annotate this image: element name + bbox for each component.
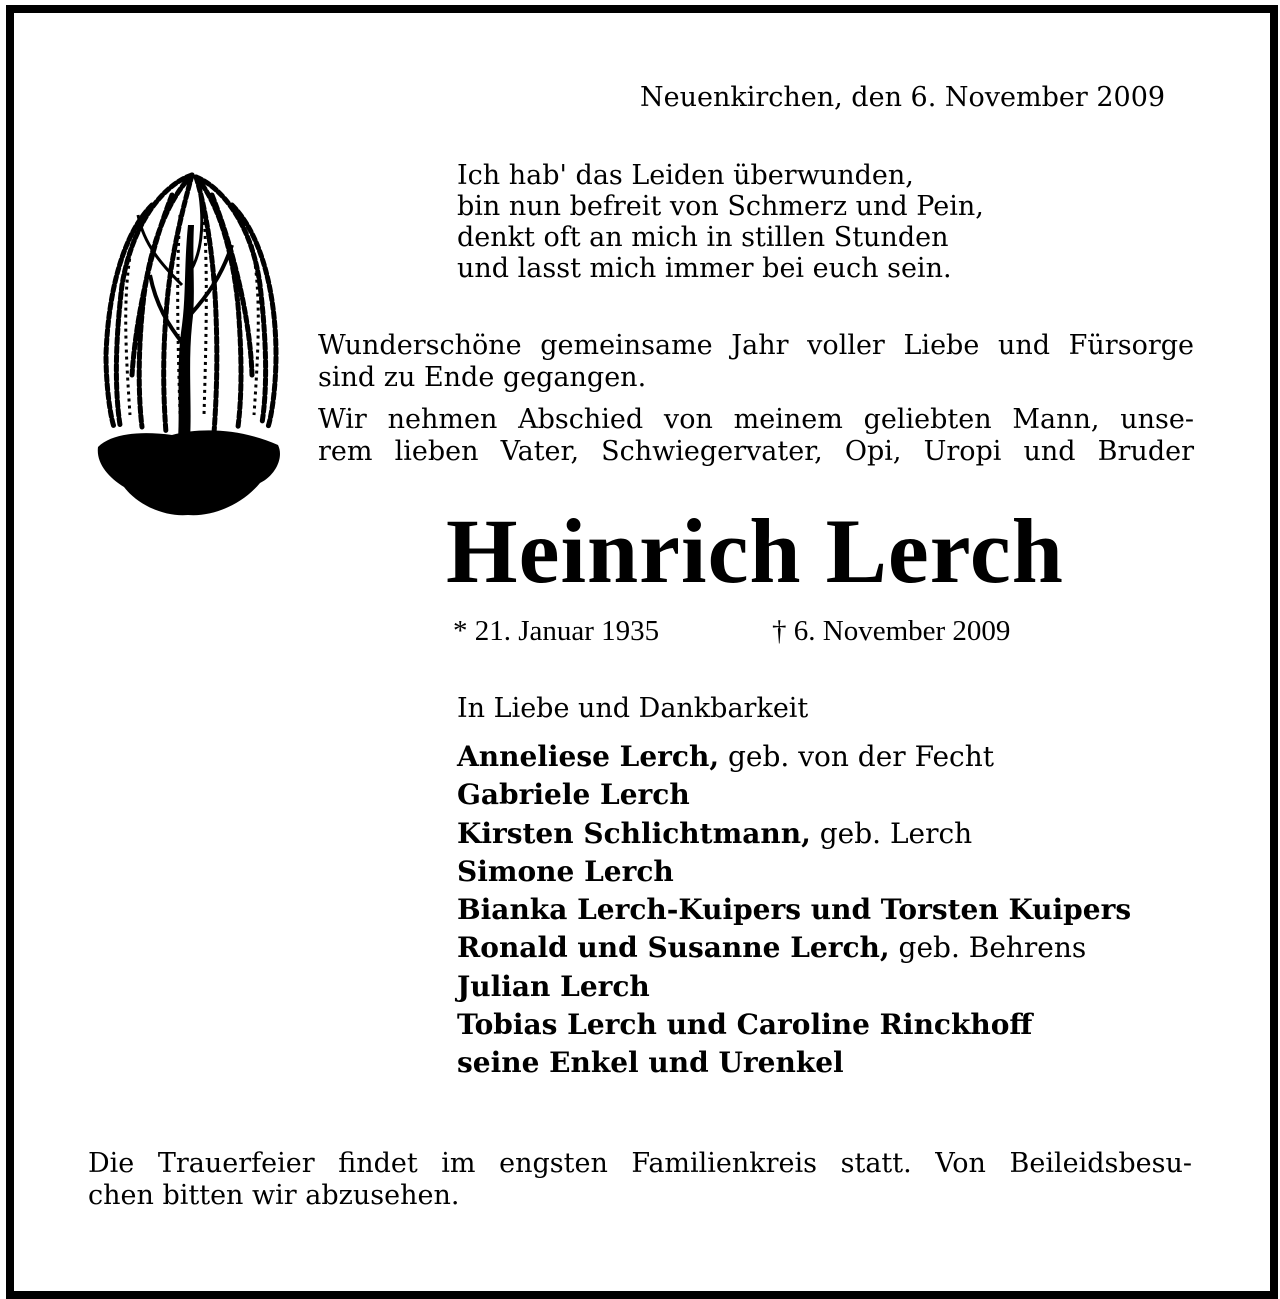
message-line: rem lieben Vater, Schwiegervater, Opi, Uropi und Bruder bbox=[318, 436, 1194, 467]
poem-line: Ich hab' das Leiden überwunden, bbox=[457, 160, 914, 191]
message-line: Wunderschöne gemeinsame Jahr voller Liebe und Fürsorge bbox=[318, 330, 1194, 361]
mourner-name: seine Enkel und Urenkel bbox=[457, 1046, 844, 1080]
mourner-name: Julian Lerch bbox=[457, 969, 650, 1003]
funeral-notice bbox=[88, 1148, 1192, 1212]
message-line: Wir nehmen Abschied von meinem geliebten Mann, unse- bbox=[318, 404, 1194, 435]
footer-line: Die Trauerfeier findet im engsten Familienkreis statt. Von Beileidsbesu- bbox=[88, 1148, 1192, 1179]
poem bbox=[457, 160, 984, 284]
deceased-name: Heinrich Lerch bbox=[446, 500, 1064, 602]
message-line: sind zu Ende gegangen. bbox=[318, 362, 647, 393]
mourner-name: Bianka Lerch-Kuipers und Torsten Kuipers bbox=[457, 893, 1132, 927]
mourners-intro: In Liebe und Dankbarkeit bbox=[457, 693, 809, 724]
mourner-name: Kirsten Schlichtmann, bbox=[457, 816, 811, 850]
list-item bbox=[457, 968, 1131, 1006]
poem-line: und lasst mich immer bei euch sein. bbox=[457, 253, 952, 284]
message-paragraph-1 bbox=[318, 330, 1194, 394]
weeping-willow-tree-icon bbox=[92, 165, 288, 521]
death-date: † 6. November 2009 bbox=[772, 615, 1011, 647]
mourner-name: Ronald und Susanne Lerch, bbox=[457, 931, 890, 965]
mourner-name: Anneliese Lerch, bbox=[457, 740, 720, 773]
poem-line: bin nun befreit von Schmerz und Pein, bbox=[457, 191, 984, 222]
list-item bbox=[457, 776, 1131, 814]
mourners-list bbox=[457, 738, 1131, 1083]
list-item bbox=[457, 815, 1131, 853]
message-paragraph-2 bbox=[318, 404, 1194, 468]
list-item bbox=[457, 891, 1131, 929]
mourner-note: geb. von der Fecht bbox=[719, 740, 995, 773]
list-item bbox=[457, 1006, 1131, 1044]
footer-line: chen bitten wir abzusehen. bbox=[88, 1180, 460, 1211]
list-item bbox=[457, 853, 1131, 891]
list-item bbox=[457, 1044, 1131, 1082]
list-item bbox=[457, 738, 1131, 776]
mourner-name: Simone Lerch bbox=[457, 854, 674, 888]
mourner-note: geb. Lerch bbox=[810, 816, 973, 850]
mourner-name: Tobias Lerch und Caroline Rinckhoff bbox=[457, 1008, 1033, 1042]
list-item bbox=[457, 929, 1131, 967]
place-date: Neuenkirchen, den 6. November 2009 bbox=[640, 82, 1166, 113]
poem-line: denkt oft an mich in stillen Stunden bbox=[457, 222, 949, 253]
mourner-note: geb. Behrens bbox=[889, 931, 1087, 965]
birth-date: * 21. Januar 1935 bbox=[453, 615, 660, 647]
mourner-name: Gabriele Lerch bbox=[457, 778, 690, 812]
